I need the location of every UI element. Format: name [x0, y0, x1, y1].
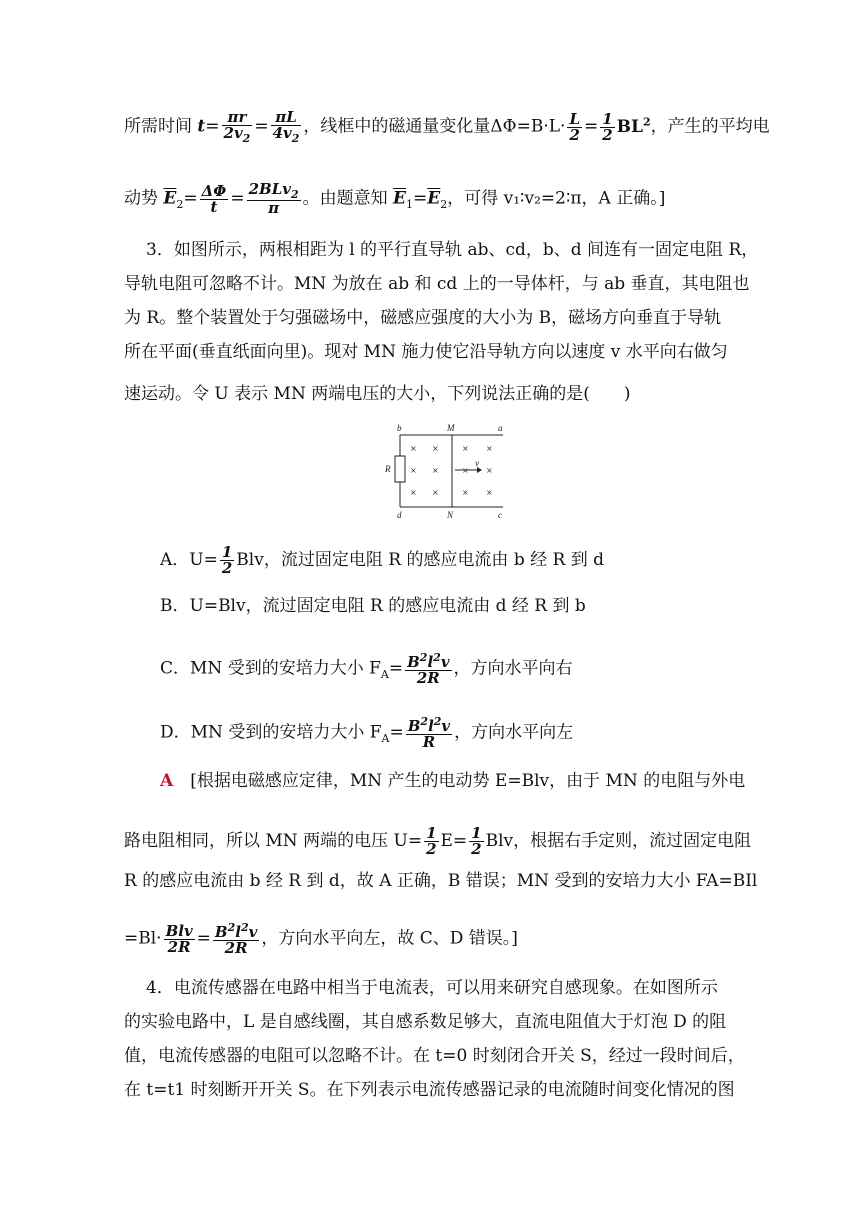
option-d: D．MN 受到的安培力大小 $F_A=$ $\frac{B^2l^2v}{R}$ ，方向水平向左: [160, 715, 574, 751]
fraction: $\frac{B^2l^2v}{R}$: [407, 715, 451, 751]
text-fragment: ，方向水平向左，故 C、D 错误。]: [261, 928, 518, 949]
solution3-line3: R 的感应电流由 b 经 R 到 d，故 A 正确，B 错误；MN 受到的安培力大小 FA=BIl: [124, 871, 758, 891]
text-fragment: ，线框中的磁通量变化量ΔΦ=B·L·: [303, 116, 566, 137]
solution2-line1: 所需时间 t= $\frac{\pi r}{2v_2}$ = $\frac{\pi L}{4v_2}$ ，线框中的磁通量变化量ΔΦ=B·L· $\frac{L}{2}$ = $\frac{1}{2}$ $BL^2$，产生的平均电: [124, 108, 770, 145]
label-N: N: [447, 510, 454, 520]
fraction: $\frac{B^2l^2v}{2R}$: [214, 921, 258, 957]
fraction: $\frac{L}{2}$: [569, 109, 580, 144]
text-fragment: [根据电磁感应定律，MN 产生的电动势 E=Blv，由于 MN 的电阻与外电: [190, 771, 746, 791]
option-c: C．MN 受到的安培力大小 $F_A=$ $\frac{B^2l^2v}{2R}$ ，方向水平向右: [160, 651, 573, 687]
field-cross: ×: [410, 444, 417, 453]
q4-line3: 值，电流传感器的电阻可以忽略不计。在 t=0 时刻闭合开关 S，经过一段时间后，: [124, 1046, 745, 1066]
text-fragment: 路电阻相同，所以 MN 两端的电压 U=: [124, 831, 423, 851]
field-cross: ×: [486, 466, 493, 475]
answer-label: A: [160, 771, 174, 791]
text-fragment: Blv，流过固定电阻 R 的感应电流由 b 经 R 到 d: [236, 550, 605, 570]
fraction: $\frac{\text{Blv}}{2R}$: [165, 921, 193, 956]
label-d: d: [397, 510, 402, 520]
text-fragment: E=: [440, 831, 468, 851]
solution3-line2: [124, 824, 752, 858]
label-R: R: [385, 464, 391, 474]
fraction: $\frac{\pi L}{4v_2}$: [272, 108, 300, 145]
q3-line3: 为 R。整个装置处于匀强磁场中，磁感应强度的大小为 B，磁场方向垂直于导轨: [124, 308, 722, 328]
field-cross: ×: [410, 488, 417, 497]
fraction: $\frac{B^2l^2v}{2R}$: [407, 651, 450, 687]
text-fragment: ，方向水平向左: [454, 722, 574, 743]
fraction: $\frac{1}{2}$: [471, 824, 482, 858]
field-cross: ×: [486, 488, 493, 497]
text-fragment: 所需时间: [124, 116, 198, 137]
solution3-line1: [160, 773, 776, 790]
field-cross: ×: [462, 466, 469, 475]
fraction: $\frac{1}{2}$: [602, 109, 613, 144]
fraction: $\frac{1}{2}$: [426, 824, 437, 858]
field-cross: ×: [462, 488, 469, 497]
label-c: c: [498, 510, 502, 520]
option-b: B．U=Blv，流过固定电阻 R 的感应电流由 d 经 R 到 b: [160, 596, 586, 616]
label-v: v: [475, 458, 479, 468]
field-cross: ×: [432, 488, 439, 497]
fraction: $\frac{\pi r}{2v_2}$: [223, 108, 251, 145]
solution3-line4: [124, 922, 740, 956]
text-fragment: 动势: [124, 188, 164, 209]
q3-line2: 导轨电阻可忽略不计。MN 为放在 ab 和 cd 上的一导体杆，与 ab 垂直，其电阻也: [124, 274, 750, 294]
field-cross: ×: [432, 444, 439, 453]
text-fragment: D．MN 受到的安培力大小 F: [160, 722, 382, 743]
text-fragment: Blv，根据右手定则，流过固定电阻: [485, 831, 752, 851]
fraction: $\frac{\Delta\Phi}{t}$: [201, 181, 227, 216]
field-cross: ×: [462, 444, 469, 453]
text-fragment: 。由题意知: [302, 188, 394, 209]
text-fragment: A．U=: [160, 550, 218, 570]
field-cross: ×: [486, 444, 493, 453]
field-cross: ×: [410, 466, 417, 475]
q3-line4: 所在平面(垂直纸面向里)。现对 MN 施力使它沿导轨方向以速度 v 水平向右做匀: [124, 342, 728, 362]
q3-line5: 速运动。令 U 表示 MN 两端电压的大小，下列说法正确的是( ): [124, 384, 631, 404]
q4-line2: 的实验电路中，L 是自感线圈，其自感系数足够大，直流电阻值大于灯泡 D 的阻: [124, 1012, 727, 1032]
text-fragment: =Bl·: [124, 928, 162, 949]
circuit-diagram: [380, 421, 510, 521]
label-a: a: [498, 423, 503, 433]
label-M: M: [447, 423, 455, 433]
fraction: $\frac{2BLv_2}{\pi}$: [248, 180, 299, 217]
field-cross: ×: [432, 466, 439, 475]
solution2-line2: 动势 $\overline{E}_2=$ $\frac{\Delta\Phi}{t}$ = $\frac{2BLv_2}{\pi}$ 。由题意知 $\overline{E}_1=\overline{E}_2$，可得 v₁∶v₂=2∶π，A 正确。]: [124, 180, 666, 217]
label-b: b: [397, 423, 402, 433]
option-a: [160, 545, 776, 576]
q3-line1: 3．如图所示，两根相距为 l 的平行直导轨 ab、cd，b、d 间连有一固定电阻 R，: [146, 240, 759, 260]
text-fragment: ，可得 v₁∶v₂=2∶π，A 正确。]: [447, 188, 666, 209]
text-fragment: ，方向水平向右: [453, 658, 573, 679]
q4-line1: 4．电流传感器在电路中相当于电流表，可以用来研究自感现象。在如图所示: [146, 978, 718, 998]
text-fragment: =: [196, 928, 211, 949]
q4-line4: 在 t=t1 时刻断开开关 S。在下列表示电流传感器记录的电流随时间变化情况的图: [124, 1080, 735, 1100]
text-fragment: C．MN 受到的安培力大小 F: [160, 658, 381, 679]
fraction: $\frac{1}{2}$: [221, 543, 233, 577]
text-fragment: ，产生的平均电: [650, 116, 770, 137]
